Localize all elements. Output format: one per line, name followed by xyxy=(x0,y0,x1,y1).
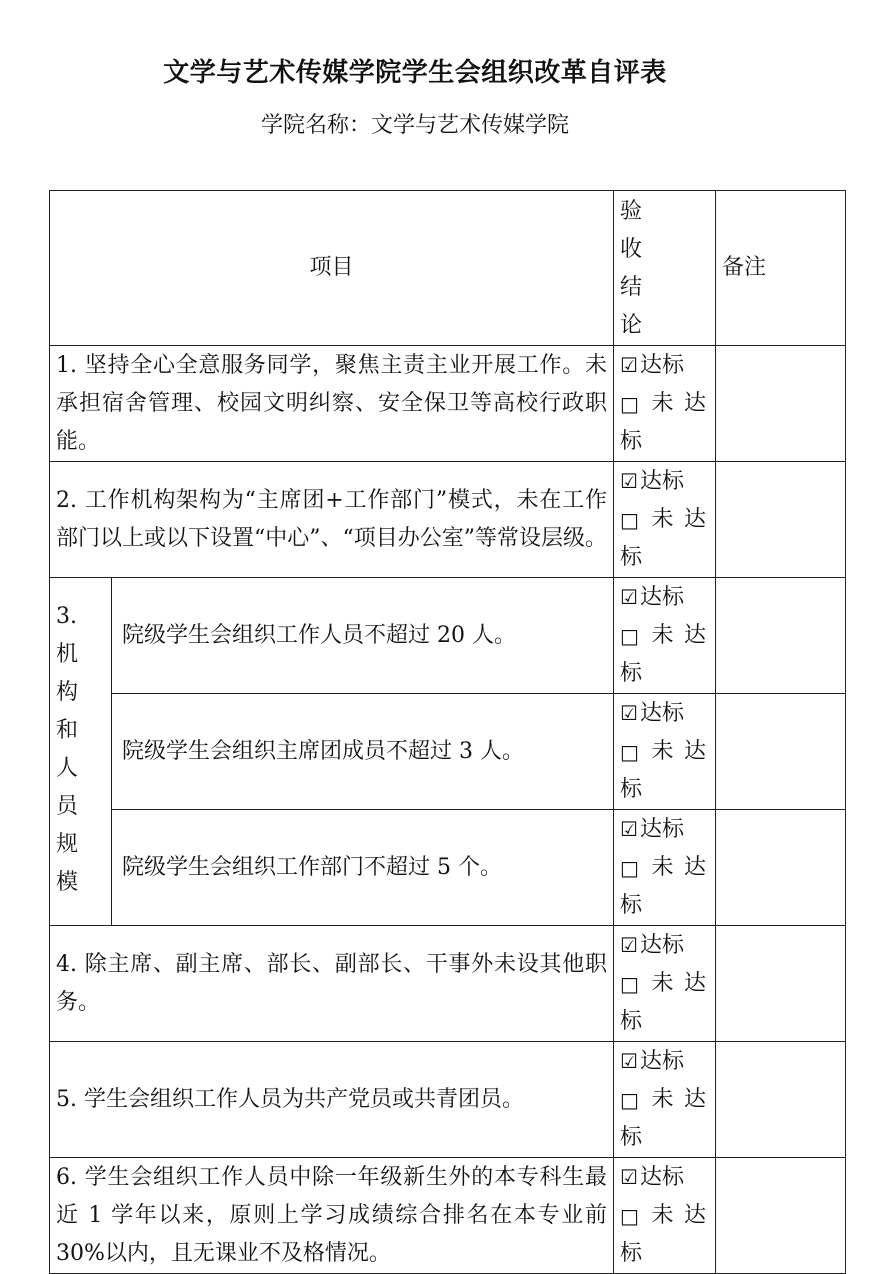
checked-box-icon: ☑ xyxy=(620,933,638,957)
result-unmet-tail: 标 xyxy=(620,1009,643,1034)
document-subtitle: 学院名称：文学与艺术传媒学院 xyxy=(260,113,569,138)
note-cell[interactable] xyxy=(716,694,846,810)
result-cell xyxy=(614,462,716,578)
empty-box-icon: □ xyxy=(620,1204,639,1228)
result-unmet[interactable]: □ 未 达 xyxy=(620,1081,706,1119)
checked-box-icon: ☑ xyxy=(620,353,638,377)
empty-box-icon: □ xyxy=(620,392,639,416)
header-result-line1: 验 收 结 xyxy=(620,199,643,300)
result-unmet[interactable]: □ 未 达 xyxy=(620,965,706,1003)
table-row xyxy=(50,694,846,810)
checked-box-icon: ☑ xyxy=(620,1165,638,1189)
note-cell[interactable] xyxy=(716,346,846,462)
header-note: 备注 xyxy=(716,191,846,346)
result-met[interactable]: ☑达标 xyxy=(620,933,684,958)
item-text: 院级学生会组织主席团成员不超过 3 人。 xyxy=(112,694,614,810)
note-cell[interactable] xyxy=(716,1158,846,1274)
result-met[interactable]: ☑达标 xyxy=(620,585,684,610)
result-met[interactable]: ☑达标 xyxy=(620,1165,684,1190)
empty-box-icon: □ xyxy=(620,1088,639,1112)
table-row xyxy=(50,926,846,1042)
result-unmet-tail: 标 xyxy=(620,893,643,918)
item-text: 院级学生会组织工作人员不超过 20 人。 xyxy=(112,578,614,694)
checked-box-icon: ☑ xyxy=(620,469,638,493)
item-text: 6. 学生会组织工作人员中除一年级新生外的本专科生最近 1 学年以来，原则上学习成绩综合排名在本专业前 30%以内，且无课业不及格情况。 xyxy=(50,1158,614,1274)
result-cell xyxy=(614,1158,716,1274)
document-title: 文学与艺术传媒学院学生会组织改革自评表 xyxy=(163,58,667,88)
result-cell xyxy=(614,694,716,810)
item-text: 院级学生会组织工作部门不超过 5 个。 xyxy=(112,810,614,926)
note-cell[interactable] xyxy=(716,810,846,926)
result-unmet[interactable]: □ 未 达 xyxy=(620,385,706,423)
result-unmet-tail: 标 xyxy=(620,545,643,570)
result-unmet-tail: 标 xyxy=(620,1125,643,1150)
result-unmet[interactable]: □ 未 达 xyxy=(620,849,706,887)
result-unmet-tail: 标 xyxy=(620,777,643,802)
self-evaluation-table xyxy=(49,190,846,1274)
result-unmet-tail: 标 xyxy=(620,429,643,454)
note-cell[interactable] xyxy=(716,926,846,1042)
header-result-line2: 论 xyxy=(620,313,643,338)
result-unmet-tail: 标 xyxy=(620,661,643,686)
table-row xyxy=(50,578,846,694)
result-cell xyxy=(614,1042,716,1158)
table-row xyxy=(50,810,846,926)
result-unmet[interactable]: □ 未 达 xyxy=(620,501,706,539)
table-header-row xyxy=(50,191,846,346)
checked-box-icon: ☑ xyxy=(620,817,638,841)
empty-box-icon: □ xyxy=(620,972,639,996)
checked-box-icon: ☑ xyxy=(620,701,638,725)
result-met[interactable]: ☑达标 xyxy=(620,469,684,494)
item-text: 1. 坚持全心全意服务同学，聚焦主责主业开展工作。未承担宿舍管理、校园文明纠察、安全保卫等高校行政职能。 xyxy=(50,346,614,462)
result-met[interactable]: ☑达标 xyxy=(620,1049,684,1074)
result-met[interactable]: ☑达标 xyxy=(620,701,684,726)
empty-box-icon: □ xyxy=(620,740,639,764)
item-text: 2. 工作机构架构为“主席团+工作部门”模式，未在工作部门以上或以下设置“中心”、“项目办公室”等常设层级。 xyxy=(50,462,614,578)
result-unmet[interactable]: □ 未 达 xyxy=(620,617,706,655)
result-cell xyxy=(614,810,716,926)
note-cell[interactable] xyxy=(716,578,846,694)
result-unmet-tail: 标 xyxy=(620,1241,643,1266)
table-row xyxy=(50,346,846,462)
table-row xyxy=(50,1158,846,1274)
empty-box-icon: □ xyxy=(620,856,639,880)
result-met[interactable]: ☑达标 xyxy=(620,353,684,378)
result-unmet[interactable]: □ 未 达 xyxy=(620,733,706,771)
checked-box-icon: ☑ xyxy=(620,585,638,609)
result-cell xyxy=(614,926,716,1042)
table-row xyxy=(50,1042,846,1158)
group-3-label: 3. 机 构 和 人 员 规 模 xyxy=(50,578,112,926)
result-cell xyxy=(614,578,716,694)
note-cell[interactable] xyxy=(716,462,846,578)
table-row xyxy=(50,462,846,578)
item-text: 4. 除主席、副主席、部长、副部长、干事外未设其他职务。 xyxy=(50,926,614,1042)
checked-box-icon: ☑ xyxy=(620,1049,638,1073)
empty-box-icon: □ xyxy=(620,508,639,532)
note-cell[interactable] xyxy=(716,1042,846,1158)
empty-box-icon: □ xyxy=(620,624,639,648)
result-unmet[interactable]: □ 未 达 xyxy=(620,1197,706,1235)
item-text: 5. 学生会组织工作人员为共产党员或共青团员。 xyxy=(50,1042,614,1158)
header-result xyxy=(614,191,716,346)
result-cell xyxy=(614,346,716,462)
header-item: 项目 xyxy=(50,191,614,346)
result-met[interactable]: ☑达标 xyxy=(620,817,684,842)
